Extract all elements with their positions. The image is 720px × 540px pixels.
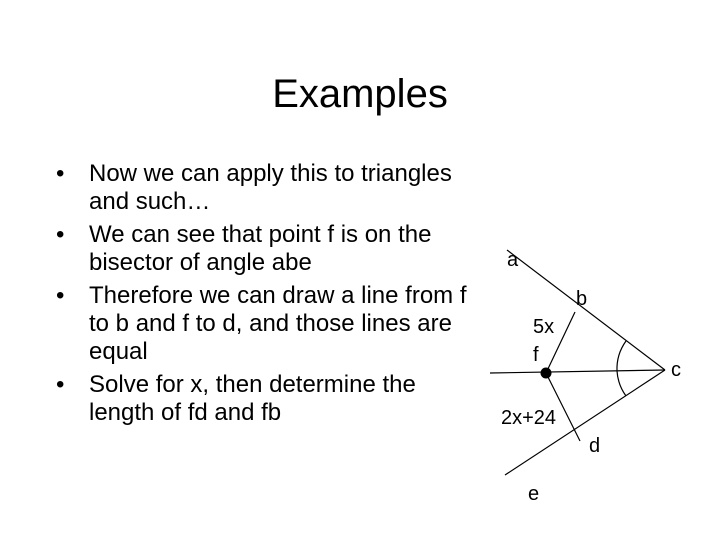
bisector-ray: [490, 370, 665, 373]
bullet-marker: •: [56, 282, 65, 309]
label-c: c: [671, 359, 681, 381]
label-d: d: [589, 435, 601, 457]
bullet-text: Solve for x, then determine the length of fd and fb: [89, 371, 416, 426]
bullet-marker: •: [56, 371, 65, 398]
label-b: b: [576, 288, 588, 310]
bullet-text: We can see that point f is on the bisector of angle abe: [89, 221, 432, 276]
bullet-text: Therefore we can draw a line from f to b and f to d, and those lines are equal: [89, 282, 467, 365]
label-a: a: [507, 249, 519, 271]
point-f: [541, 368, 552, 379]
bullet-text: Now we can apply this to triangles and such…: [89, 160, 452, 215]
angle-arc-upper: [617, 341, 626, 371]
bullet-marker: •: [56, 160, 65, 187]
slide-title: Examples: [272, 72, 448, 116]
label-2x24: 2x+24: [501, 407, 557, 429]
label-f: f: [533, 344, 539, 366]
label-5x: 5x: [533, 316, 555, 338]
label-e: e: [528, 483, 540, 505]
ray-ba: [507, 250, 665, 370]
angle-arc-lower: [617, 371, 626, 396]
bullet-marker: •: [56, 221, 65, 248]
